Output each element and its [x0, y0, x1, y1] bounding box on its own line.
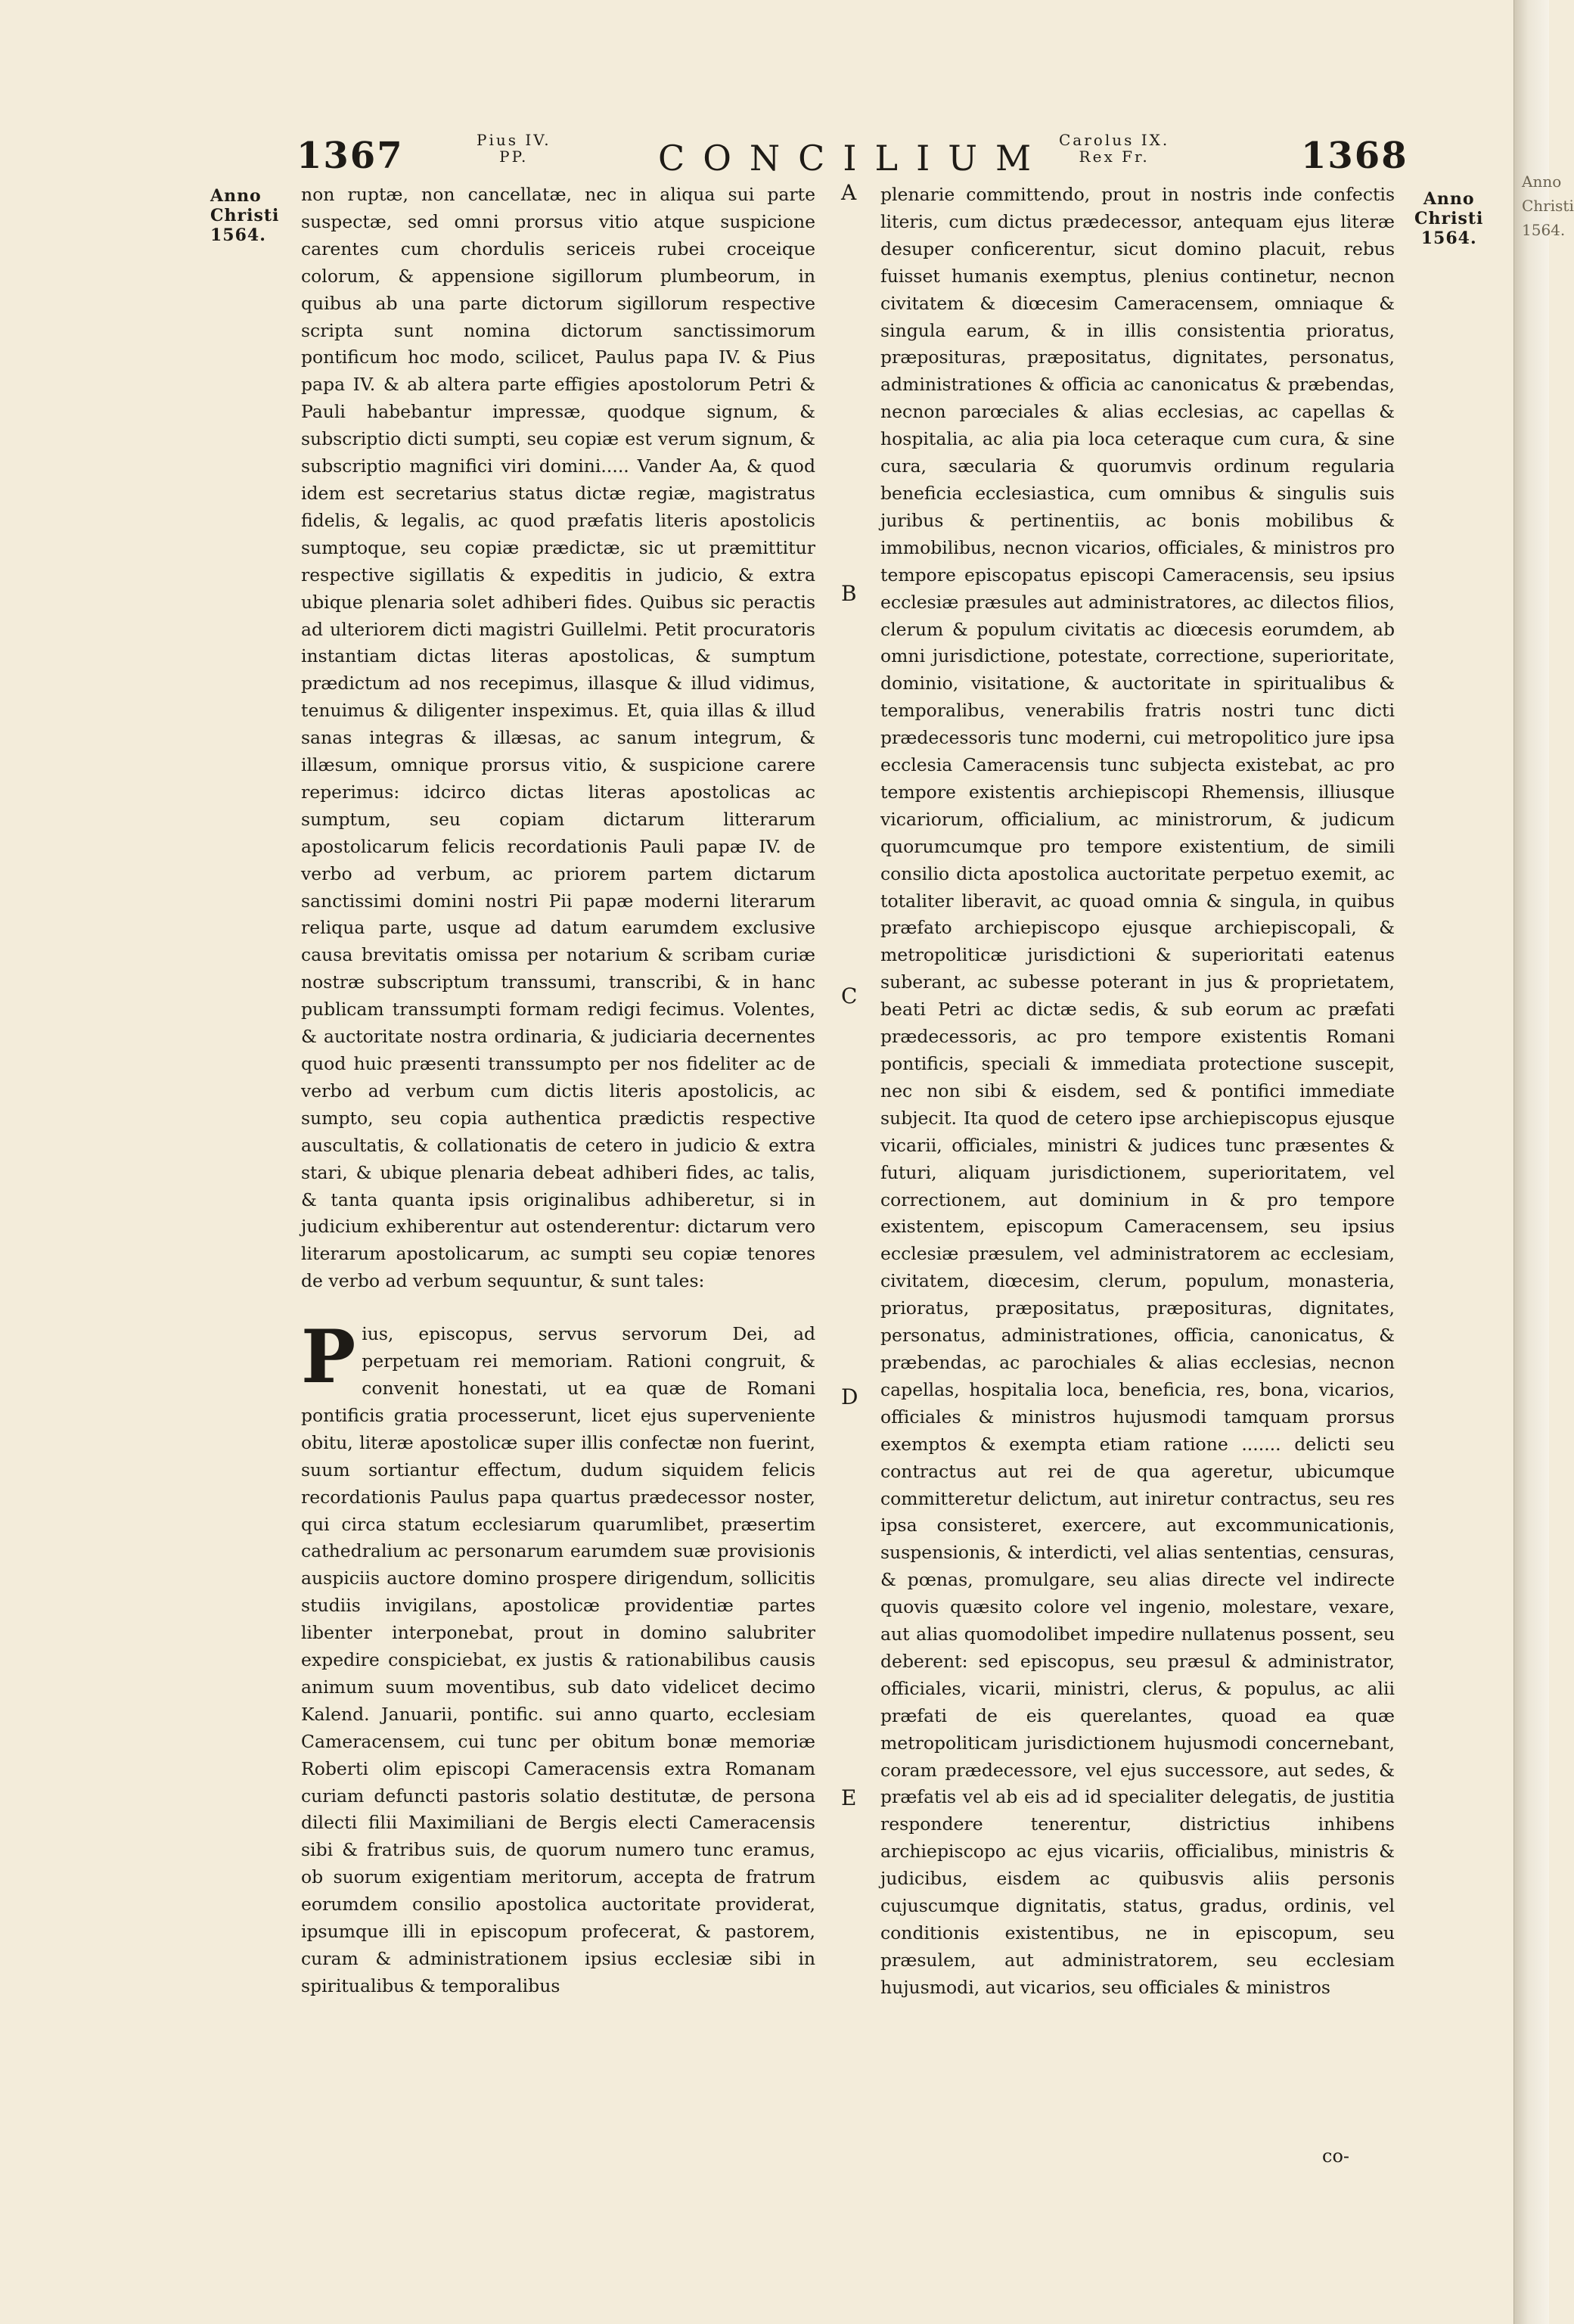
king-heading: [1059, 132, 1169, 165]
section-letter-b: B: [841, 581, 857, 606]
drop-cap: P: [301, 1314, 356, 1400]
margin-year: 1564.: [210, 225, 266, 245]
paragraph-gap: [301, 1295, 815, 1321]
section-letter-d: D: [841, 1384, 858, 1409]
right-column: [880, 182, 1395, 2002]
bull-text: ius, episcopus, servus servorum Dei, ad perpetuam rei memoriam. Rationi congruit, & convenit honestati, ut ea quæ de Romani pontificis gratia processerunt, licet ejus superveniente obitu, literæ apostolicæ super illis confectæ non fuerint, suum sortiantur effectum, dudum siquidem felicis recordationis Paulus papa quartus prædecessor noster, qui circa statum ecclesiarum quarumlibet, præsertim cathedralium ac personarum earumdem suæ provisionis auspiciis auctore domino prospere dirigendum, sollicitis studiis invigilans, apostolicæ providentiæ partes libenter interponebat, prout in domino salubriter expedire conspiciebat, ex justis & rationabilibus causis animum suum moventibus, sub dato videlicet decimo Kalend. Januarii, pontific. sui anno quarto, ecclesiam Cameracensem, cui tunc per obitum bonæ memoriæ Roberti olim episcopi Cameracensis extra Romanam curiam defuncti pastoris solatio destitutæ, de persona dilecti filii Maximiliani de Bergis electi Cameracensis sibi & fratribus suis, de quorum numero tunc eramus, ob suorum exigentiam meritorum, accepta de fratrum eorumdem consilio apostolica auctoritate providerat, ipsumque illi in episcopum profecerat, & pastorem, curam & administrationem ipsius ecclesiæ sibi in spiritualibus & temporalibus: [301, 1323, 815, 1996]
left-column: [301, 182, 815, 2000]
margin-anno: Anno: [210, 186, 262, 206]
pope-heading: [477, 132, 551, 165]
king-title: Rex Fr.: [1079, 148, 1150, 166]
edge-fragment: 1564.: [1522, 221, 1566, 239]
catchword: co-: [1322, 2145, 1349, 2167]
running-header: [0, 129, 1513, 182]
edge-fragment: Christi: [1522, 197, 1574, 215]
section-letter-e: E: [841, 1785, 857, 1810]
margin-anno: Anno: [1423, 189, 1475, 209]
king-name: Carolus IX.: [1059, 131, 1170, 149]
margin-note-right: [1414, 189, 1483, 248]
page-number-right: 1368: [1301, 135, 1408, 177]
margin-christi: Christi: [1414, 209, 1484, 228]
papal-bull-paragraph: [301, 1314, 815, 2000]
margin-year: 1564.: [1420, 228, 1477, 248]
body-paragraph: plenarie committendo, prout in nostris inde confectis literis, cum dictus prædecessor, antequam ejus literæ desuper conficerentur, sicut domino placuit, rebus fuisset humanis exemptus, plenius continetur, necnon civitatem & diœcesim Cameracensem, omniaque & singula earum, & in illis consistentia prioratus, præposituras, præpositatus, dignitates, personatus, administrationes & officia ac canonicatus & præbendas, necnon parœciales & alias ecclesias, ac capellas & hospitalia, ac alia pia loca ceteraque cum cura, & sine cura, sæcularia & quorumvis ordinum regularia beneficia ecclesiastica, cum omnibus & singulis suis juribus & pertinentiis, ac bonis mobilibus & immobilibus, necnon vicarios, officiales, & ministros pro tempore episcopatus episcopi Cameracensis, seu ipsius ecclesiæ præsules aut administratores, ac dilectos filios, clerum & populum civitatis ac diœcesis eorumdem, ab omni jurisdictione, potestate, correctione, superioritate, dominio, visitatione, & auctoritate in spiritualibus & temporalibus, venerabilis fratris nostri tunc dicti prædecessoris tunc moderni, cui metropolitico jure ipsa ecclesia Cameracensis tunc subjecta existebat, ac pro tempore existentis archiepiscopi Rhemensis, illiusque vicariorum, officialium, ac ministrorum, & judicum quorumcumque pro tempore existentium, de simili consilio dicta apostolica auctoritate perpetuo exemit, ac totaliter liberavit, ac quoad omnia & singula, in quibus præfato archiepiscopo ejusque archiepiscopali, & metropoliticæ jurisdictioni & superioritati eatenus suberant, ac subesse poterant in jus & proprietatem, beati Petri ac dictæ sedis, & sub eorum ac præfati prædecessoris, ac pro tempore existentis Romani pontificis, speciali & immediata protectione suscepit, nec non sibi & eisdem, sed & pontifici immediate subjecit. Ita quod de cetero ipse archiepiscopus ejusque vicarii, officiales, ministri & judices tunc præsentes & futuri, aliquam jurisdictionem, superioritatem, vel correctionem, aut dominium in & pro tempore existentem, episcopum Cameracensem, seu ipsius ecclesiæ præsulem, vel administratorem ac ecclesiam, civitatem, diœcesim, clerum, populum, monasteria, prioratus, præpositatus, præposituras, dignitates, personatus, administrationes, officia, canonicatus, & præbendas, ac parochiales & alias ecclesias, necnon capellas, hospitalia loca, beneficia, res, bona, vicarios, officiales & ministros hujusmodi tamquam prorsus exemptos & exempta etiam ratione ....... delicti seu contractus aut rei de qua ageretur, ubicumque committeretur delictum, aut iniretur contractus, seu res ipsa consisteret, exercere, aut excommunicationis, suspensionis, & interdicti, vel alias sententias, censuras, & pœnas, promulgare, seu alias directe vel indirecte quovis quæsito colore vel ingenio, molestare, vexare, aut alias quomodolibet impedire nullatenus possent, seu deberent: sed episcopus, seu præsul & administrator, officiales, vicarii, ministri, clerus, & populus, ac alii præfati de eis querelantes, quoad ea quæ metropoliticam jurisdictionem hujusmodi concernebant, coram prædecessore, vel ejus successore, aut sedes, & præfatis vel ab eis ad id specialiter delegatis, de justitia respondere tenerentur, districtius inhibens archiepiscopo ac ejus vicariis, officialibus, ministris & judicibus, eisdem ac quibusvis aliis personis cujuscumque dignitatis, status, gradus, ordinis, vel conditionis existentibus, ne in episcopum, seu præsulem, aut administratorem, seu ecclesiam hujusmodi, aut vicarios, seu officiales & ministros: [880, 184, 1395, 1998]
section-letter-c: C: [841, 983, 858, 1008]
page-title: CONCILIUM: [658, 138, 1050, 179]
edge-fragment: Anno: [1522, 172, 1562, 191]
pope-title: PP.: [499, 148, 529, 166]
section-letter-a: A: [841, 180, 857, 205]
pope-name: Pius IV.: [477, 131, 551, 149]
page-number-left: 1367: [296, 135, 404, 177]
body-paragraph: non ruptæ, non cancellatæ, nec in aliqua sui parte suspectæ, sed omni prorsus vitio atque suspicione carentes cum chordulis sericeis rubei croceique colorum, & appensione sigillorum plumbeorum, in quibus ab una parte dictorum sigillorum respective scripta sunt nomina dictorum sanctissimorum pontificum hoc modo, scilicet, Paulus papa IV. & Pius papa IV. & ab altera parte effigies apostolorum Petri & Pauli habebantur impressæ, quodque signum, & subscriptio dicti sumpti, seu copiæ est verum signum, & subscriptio magnifici viri domini..... Vander Aa, & quod idem est secretarius status dictæ regiæ, magistratus fidelis, & legalis, ac quod præfatis literis apostolicis sumptoque, seu copiæ prædictæ, sic ut præmittitur respective sigillatis & expeditis in judicio, & extra ubique plenaria solet adhiberi fides. Quibus sic peractis ad ulteriorem dicti magistri Guillelmi. Petit procuratoris instantiam dictas literas apostolicas, & sumptum prædictum ad nos recepimus, illasque & illud vidimus, tenuimus & diligenter inspeximus. Et, quia illas & illud sanas integras & illæsas, ac sanum integrum, & illæsum, omnique prorsus vitio, & suspicione carere reperimus: idcirco dictas literas apostolicas ac sumptum, seu copiam dictarum litterarum apostolicarum felicis recordationis Pauli papæ IV. de verbo ad verbum, ac priorem partem dictarum sanctissimi domini nostri Pii papæ moderni literarum reliqua parte, usque ad datum earumdem exclusive causa brevitatis omissa per notarium & scribam curiæ nostræ subscriptum transsumi, transcribi, & in hanc publicam transsumpti formam redigi fecimus. Volentes, & auctoritate nostra ordinaria, & judiciaria decernentes quod huic præsenti transsumpto per nos fideliter ac de verbo ad verbum cum dictis literis apostolicis, ac sumpto, seu copia authentica prædictis respective auscultatis, & collationatis de cetero in judicio & extra stari, & ubique plenaria debeat adhiberi fides, ac talis, & tanta quanta ipsis originalibus adhiberetur, si in judicium exhiberentur aut ostenderentur: dictarum vero literarum apostolicarum, ac sumpti seu copiæ tenores de verbo ad verbum sequuntur, & sunt tales:: [301, 184, 815, 1292]
adjacent-page-edge: [1513, 0, 1574, 2324]
margin-christi: Christi: [210, 206, 280, 225]
margin-note-left: [210, 186, 279, 245]
